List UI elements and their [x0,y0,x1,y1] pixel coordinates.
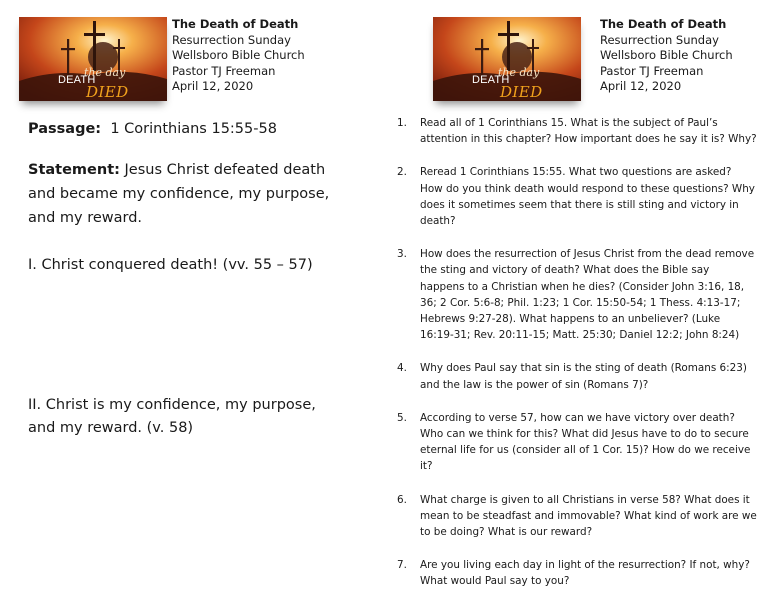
sermon-banner-image [433,17,581,101]
banner-the-day-text: the day [84,66,126,79]
discussion-questions-list [397,115,757,607]
passage-label: Passage: [28,121,102,137]
discussion-questions-column [384,0,768,594]
passage-reference: 1 Corinthians 15:55-58 [110,121,277,137]
outline-point-2: II. Christ is my confidence, my purpose, and my reward. (v. 58) [28,397,316,436]
question-text: How does the resurrection of Jesus Christ from the dead remove the sting and victory of death? What does the Bible say happens to a Christian when he dies? (Consider John 3:16, 18, 36; 2 Cor. 5:6-8; Phil. 1:23; 1 Cor. 15:50-54; 1 Thess. 4:13-17; Hebrews 9:27-28). What happens to an unbeliever? (Luke 16:19-31; Rev. 20:11-15; Matt. 25:30; Daniel 12:2; John 8:24) [420,248,755,342]
question-text: Why does Paul say that sin is the sting of death (Romans 6:23) and the law is the power of sin (Romans 7)? [420,362,747,391]
question-item [397,360,757,392]
sermon-subtitle: Resurrection Sunday [172,32,291,47]
banner-died-text: DIED [86,83,129,101]
banner-the-day-text: the day [498,66,540,79]
question-text: What charge is given to all Christians in verse 58? What does it mean to be steadfast and immovable? What kind of work are we to be doing? What is our reward? [420,493,757,539]
passage-line [28,121,277,137]
question-item [397,557,757,589]
banner-died-text: DIED [500,83,543,101]
question-number: 6. [397,493,407,506]
church-name: Wellsboro Bible Church [172,48,305,63]
sermon-title: The Death of Death [600,17,727,31]
statement-label: Statement: [28,162,120,178]
statement-text: Jesus Christ defeated death and became my confidence, my purpose, and my reward. [28,162,330,226]
question-text: According to verse 57, how can we have victory over death? Who can we think for this? What did Jesus have to do to secure eternal life for us (consider all of 1 Cor. 15)? How do we receive it? [420,411,751,473]
question-text: Reread 1 Corinthians 15:55. What two questions are asked? How do you think death would respond to these questions? Why does it sometimes seem that there is still sting and victory in death? [420,166,755,228]
sermon-info [600,17,733,95]
pastor-name: Pastor TJ Freeman [172,63,276,78]
banner-death-text: DEATH [58,74,96,86]
sermon-info [172,17,305,95]
pastor-name: Pastor TJ Freeman [600,63,704,78]
question-item [397,115,757,147]
question-item [397,492,757,541]
sermon-banner-image [19,17,167,101]
sermon-subtitle: Resurrection Sunday [600,32,719,47]
question-item [397,246,757,343]
outline-point-1: I. Christ conquered death! (vv. 55 – 57) [28,257,313,273]
sermon-date: April 12, 2020 [172,79,254,94]
question-number: 5. [397,411,407,424]
statement-paragraph [28,158,343,230]
question-item [397,410,757,475]
sermon-title: The Death of Death [172,17,299,31]
question-number: 2. [397,166,407,179]
question-number: 7. [397,559,407,572]
sermon-notes-column [0,0,384,594]
church-name: Wellsboro Bible Church [600,48,733,63]
sermon-date: April 12, 2020 [600,79,682,94]
question-text: Are you living each day in light of the resurrection? If not, why? What would Paul say to you? [420,559,750,588]
banner-death-text: DEATH [472,74,510,86]
question-number: 3. [397,248,407,261]
question-text: Read all of 1 Corinthians 15. What is the subject of Paul’s attention in this chapter? How important does he say it is? Why? [420,117,757,146]
question-item [397,164,757,229]
question-number: 4. [397,362,407,375]
question-number: 1. [397,117,407,129]
